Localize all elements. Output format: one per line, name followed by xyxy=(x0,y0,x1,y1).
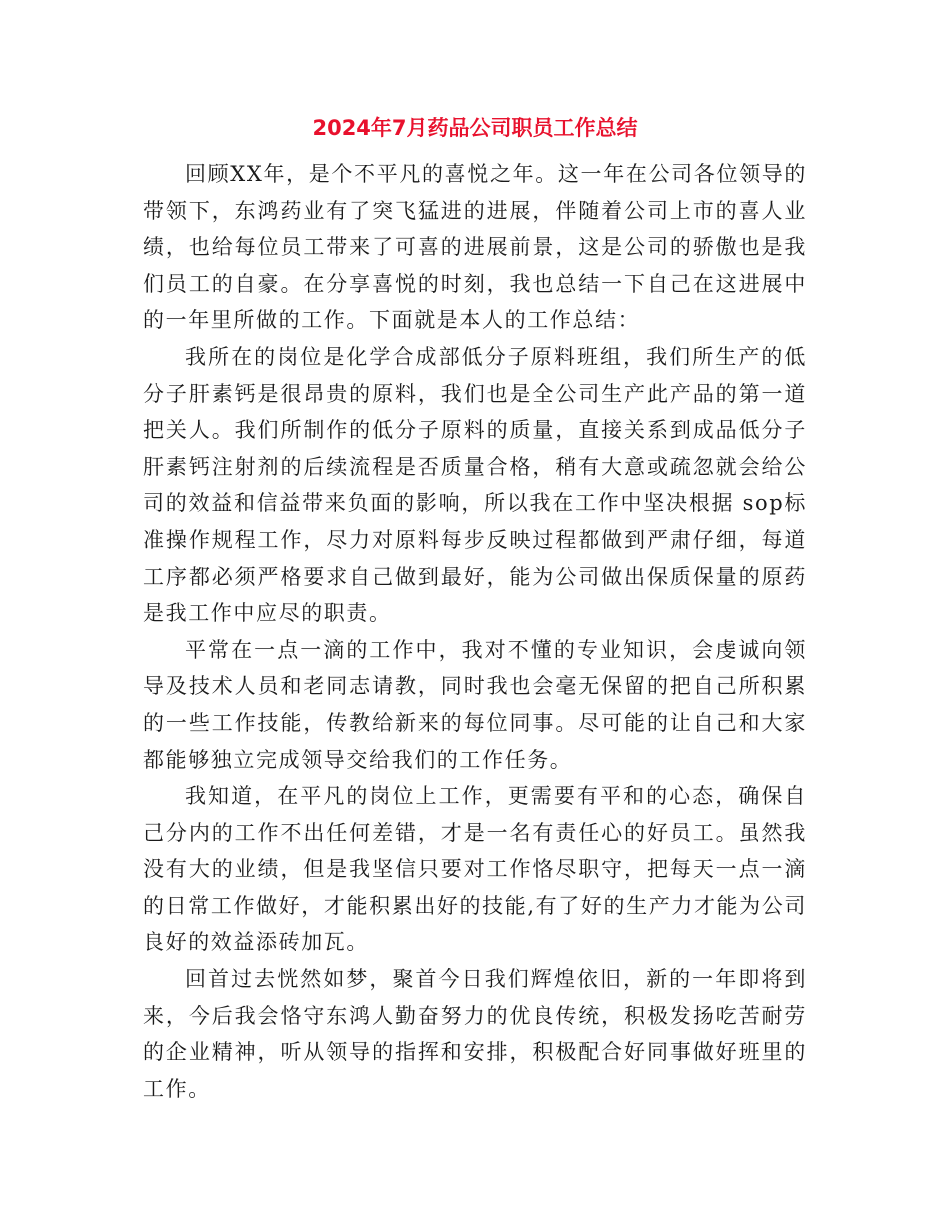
document-title: 2024年7月药品公司职员工作总结 xyxy=(312,116,638,140)
paragraph-outlook: 回首过去恍然如梦，聚首今日我们辉煌依旧，新的一年即将到来，今后我会恪守东鸿人勤奋努力的优良传统，积极发扬吃苦耐劳的企业精神，听从领导的指挥和安排，积极配合好同事做好班里的工作。 xyxy=(143,967,807,1101)
paragraph-position: 我所在的岗位是化学合成部低分子原料班组，我们所生产的低分子肝素钙是很昂贵的原料，我们也是全公司生产此产品的第一道把关人。我们所制作的低分子原料的质量，直接关系到成品低分子肝素钙注射剂的后续流程是否质量合格，稍有大意或疏忽就会给公司的效益和信益带来负面的影响，所以我在工作中坚决根据 sop标准操作规程工作，尽力对原料每步反映过程都做到严肃仔细，每道工序都必须严格要求自己做到最好，能为公司做出保质保量的原药是我工作中应尽的职责。 xyxy=(143,344,807,626)
document-body xyxy=(143,156,807,1107)
paragraph-attitude: 我知道，在平凡的岗位上工作，更需要有平和的心态，确保自己分内的工作不出任何差错，才是一名有责任心的好员工。虽然我没有大的业绩，但是我坚信只要对工作恪尽职守，把每天一点一滴的日常工作做好，才能积累出好的技能,有了好的生产力才能为公司良好的效益添砖加瓦。 xyxy=(143,784,807,955)
paragraph-review: 回顾XX年，是个不平凡的喜悦之年。这一年在公司各位领导的带领下，东鸿药业有了突飞猛进的进展，伴随着公司上市的喜人业绩，也给每位员工带来了可喜的进展前景，这是公司的骄傲也是我们员工的自豪。在分享喜悦的时刻，我也总结一下自己在这进展中的一年里所做的工作。下面就是本人的工作总结： xyxy=(143,162,807,333)
paragraph-learning: 平常在一点一滴的工作中，我对不懂的专业知识，会虔诚向领导及技术人员和老同志请教，同时我也会毫无保留的把自己所积累的一些工作技能，传教给新来的每位同事。尽可能的让自己和大家都能够独立完成领导交给我们的工作任务。 xyxy=(143,637,807,772)
